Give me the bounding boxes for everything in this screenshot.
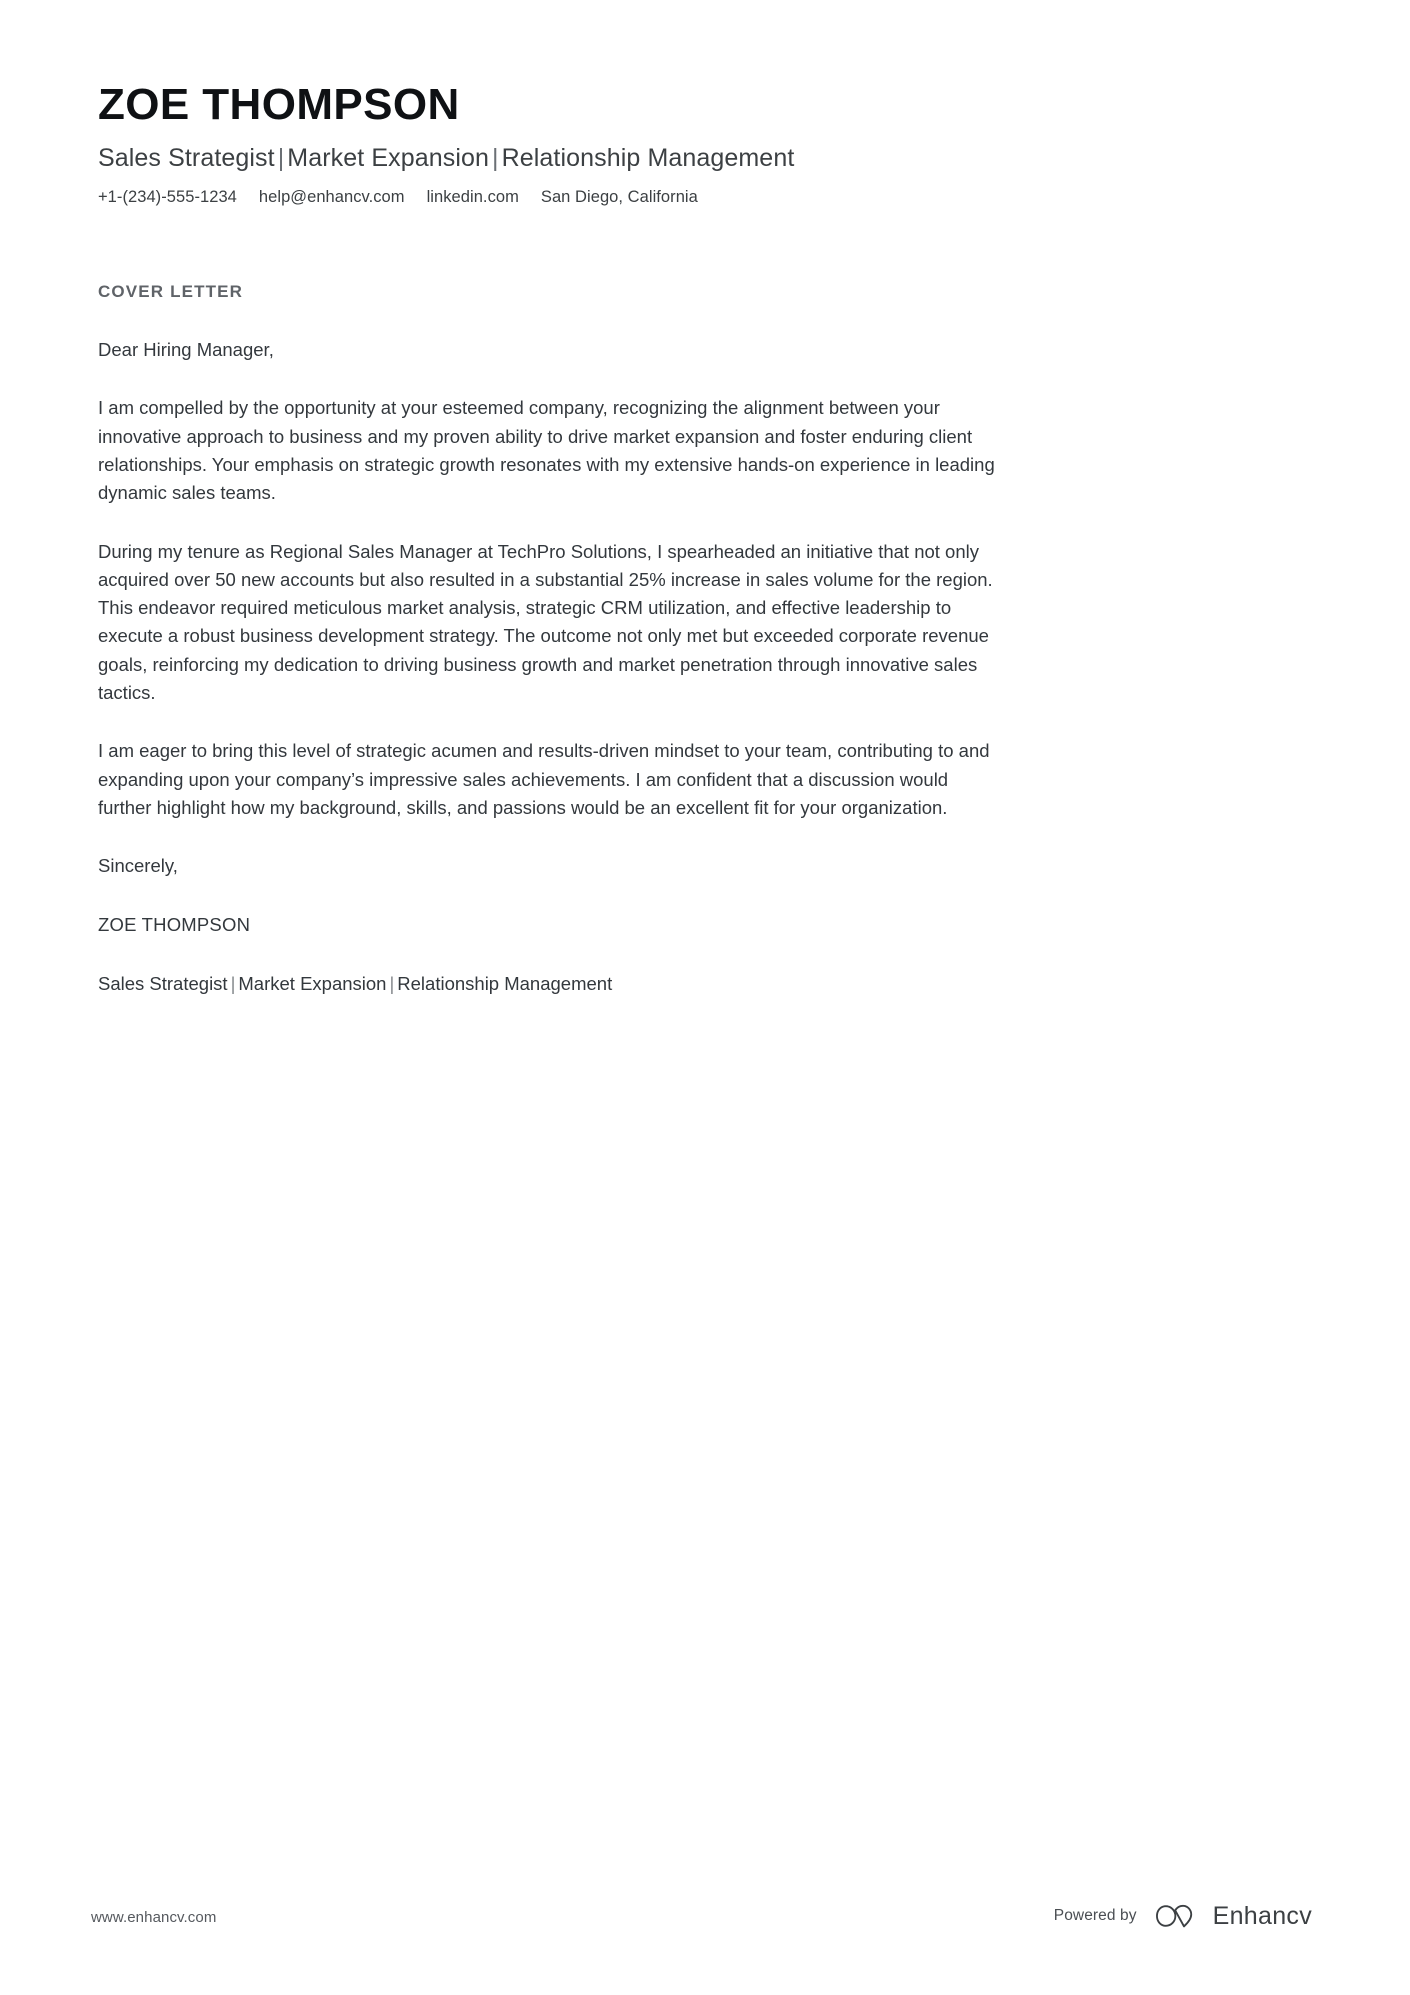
headline-separator-1: |	[277, 144, 285, 173]
headline-part-2: Market Expansion	[287, 144, 489, 173]
signature-title-part-3: Relationship Management	[397, 972, 613, 994]
document-content	[98, 0, 1312, 998]
document-footer	[0, 1875, 1410, 1995]
letter-signature-title	[98, 970, 1312, 999]
letter-paragraph-3: I am eager to bring this level of strategic acumen and results-driven mindset to your team, contributing to and expanding upon your company’s impressive sales achievements. I am confident that a discussion would further highlight how my background, skills, and passions would be an excellent fit for your organization.	[98, 740, 990, 818]
letter-salutation: Dear Hiring Manager,	[98, 338, 274, 360]
enhancv-logo-lockup[interactable]	[1155, 1901, 1312, 1931]
section-title-cover-letter: COVER LETTER	[98, 281, 244, 301]
letter-signature-name: ZOE THOMPSON	[98, 913, 251, 935]
letter-paragraph-2: During my tenure as Regional Sales Manager at TechPro Solutions, I spearheaded an initiative that not only acquired over 50 new accounts but also resulted in a substantial 25% increase in sales volume for the region. This endeavor required meticulous market analysis, strategic CRM utilization, and effective leadership to execute a robust business development strategy. The outcome not only met but exceeded corporate revenue goals, reinforcing my dedication to driving business growth and market penetration through innovative sales tactics.	[98, 540, 993, 704]
cover-letter-section	[98, 282, 1312, 999]
contact-website[interactable]: linkedin.com	[426, 187, 519, 206]
contact-row	[98, 188, 1312, 207]
enhancv-brand-name: Enhancv	[1212, 1901, 1312, 1930]
contact-phone: +1-(234)-555-1234	[98, 187, 237, 206]
headline-part-1: Sales Strategist	[98, 144, 275, 173]
headline-separator-2: |	[492, 144, 499, 173]
powered-by-label: Powered by	[1053, 1907, 1137, 1924]
footer-branding	[1054, 1901, 1312, 1931]
headline-part-3: Relationship Management	[501, 144, 795, 173]
signature-title-separator-1: |	[230, 972, 236, 994]
document-header	[98, 0, 1312, 207]
candidate-headline	[98, 142, 1312, 175]
enhancv-infinity-logo-icon	[1155, 1901, 1202, 1931]
footer-website-url[interactable]: www.enhancv.com	[91, 1909, 217, 1926]
signature-title-part-2: Market Expansion	[238, 972, 387, 994]
contact-location: San Diego, California	[540, 187, 698, 206]
signature-title-separator-2: |	[389, 972, 395, 994]
signature-title-part-1: Sales Strategist	[98, 972, 228, 994]
contact-email[interactable]: help@enhancv.com	[258, 187, 405, 206]
candidate-name: ZOE THOMPSON	[98, 80, 460, 129]
letter-closing: Sincerely,	[98, 855, 178, 877]
letter-paragraph-1: I am compelled by the opportunity at your esteemed company, recognizing the alignment between your innovative approach to business and my proven ability to drive market expansion and foster enduring client relationships. Your emphasis on strategic growth resonates with my extensive hands-on experience in leading dynamic sales teams.	[98, 397, 995, 504]
